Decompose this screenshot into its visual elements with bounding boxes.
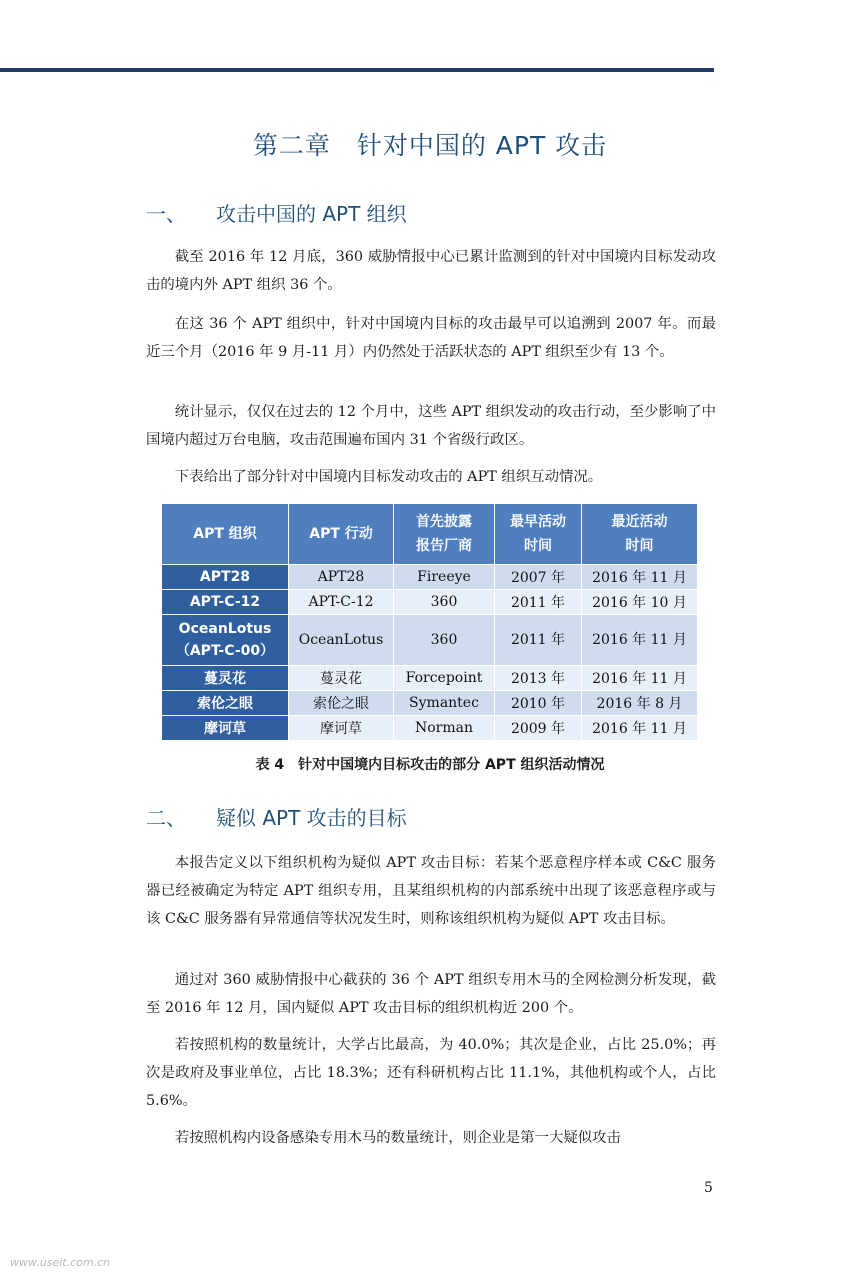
section-heading-1: [146, 198, 407, 227]
table-cell: 2016 年 11 月: [582, 666, 698, 691]
table-row: [162, 691, 698, 716]
table-cell: 2013 年: [495, 666, 582, 691]
page-number: 5: [704, 1180, 713, 1196]
table-cell: 2016 年 11 月: [582, 615, 698, 666]
paragraph: 截至 2016 年 12 月底，360 威胁情报中心已累计监测到的针对中国境内目标发动攻击的境内外 APT 组织 36 个。: [146, 249, 716, 293]
table-row: [162, 716, 698, 741]
table-row: [162, 565, 698, 590]
paragraph: 若按照机构的数量统计，大学占比最高，为 40.0%；其次是企业，占比 25.0%；再次是政府及事业单位，占比 18.3%；还有科研机构占比 11.1%，其他机构或个人，占比 5.6%。: [146, 1037, 716, 1109]
paragraph: 统计显示，仅仅在过去的 12 个月中，这些 APT 组织发动的攻击行动，至少影响了中国境内超过万台电脑，攻击范围遍布国内 31 个省级行政区。: [146, 404, 716, 448]
paragraph: 下表给出了部分针对中国境内目标发动攻击的 APT 组织互动情况。: [174, 469, 603, 485]
table-cell: 2009 年: [495, 716, 582, 741]
table-cell: 360: [394, 590, 495, 615]
table-cell: 360: [394, 615, 495, 666]
table-cell: Forcepoint: [394, 666, 495, 691]
apt-group-name: 蔓灵花: [162, 666, 289, 691]
table-cell: APT28: [289, 565, 394, 590]
column-header: 最早活动 时间: [495, 504, 582, 565]
table-cell: APT-C-12: [289, 590, 394, 615]
column-header: 首先披露 报告厂商: [394, 504, 495, 565]
paragraph: 若按照机构内设备感染专用木马的数量统计，则企业是第一大疑似攻击: [174, 1130, 621, 1146]
section-title: 攻击中国的 APT 组织: [216, 202, 407, 226]
table-cell: OceanLotus: [289, 615, 394, 666]
table-header-row: [162, 504, 698, 565]
column-header: APT 行动: [289, 504, 394, 565]
table-cell: 2011 年: [495, 615, 582, 666]
table-cell: 2016 年 10 月: [582, 590, 698, 615]
paragraph: 通过对 360 威胁情报中心截获的 36 个 APT 组织专用木马的全网检测分析发现，截至 2016 年 12 月，国内疑似 APT 攻击目标的组织机构近 200 个。: [146, 972, 716, 1016]
table-cell: 2016 年 8 月: [582, 691, 698, 716]
apt-organizations-table: [161, 503, 698, 741]
table-cell: Symantec: [394, 691, 495, 716]
table-cell: 2011 年: [495, 590, 582, 615]
apt-group-name: APT-C-12: [162, 590, 289, 615]
watermark: www.useit.com.cn: [10, 1256, 111, 1269]
table-cell: 2010 年: [495, 691, 582, 716]
column-header: 最近活动 时间: [582, 504, 698, 565]
column-header: APT 组织: [162, 504, 289, 565]
table-row: [162, 615, 698, 666]
paragraph: 本报告定义以下组织机构为疑似 APT 攻击目标：若某个恶意程序样本或 C&C 服务器已经被确定为特定 APT 组织专用，且某组织机构的内部系统中出现了该恶意程序或与该 C&C 服务器有异常通信等状况发生时，则称该组织机构为疑似 APT 攻击目标。: [146, 855, 716, 927]
header-rule: [0, 68, 714, 72]
table-row: [162, 590, 698, 615]
apt-group-name: 摩诃草: [162, 716, 289, 741]
table-cell: 摩诃草: [289, 716, 394, 741]
section-heading-2: [146, 802, 407, 831]
table-row: [162, 666, 698, 691]
table-cell: 蔓灵花: [289, 666, 394, 691]
apt-group-name: APT28: [162, 565, 289, 590]
chapter-title: 第二章 针对中国的 APT 攻击: [252, 131, 608, 160]
table-cell: Norman: [394, 716, 495, 741]
section-title: 疑似 APT 攻击的目标: [216, 806, 407, 830]
paragraph: 在这 36 个 APT 组织中，针对中国境内目标的攻击最早可以追溯到 2007 年。而最近三个月（2016 年 9 月-11 月）内仍然处于活跃状态的 APT 组织至少有 13 个。: [146, 316, 716, 360]
table-caption: 表 4 针对中国境内目标攻击的部分 APT 组织活动情况: [255, 757, 605, 773]
table-cell: 2016 年 11 月: [582, 716, 698, 741]
section-number: 二、: [146, 806, 186, 830]
section-number: 一、: [146, 202, 186, 226]
table-cell: 索伦之眼: [289, 691, 394, 716]
apt-group-name: OceanLotus （APT-C-00）: [162, 615, 289, 666]
table-cell: Fireeye: [394, 565, 495, 590]
table-cell: 2007 年: [495, 565, 582, 590]
table-cell: 2016 年 11 月: [582, 565, 698, 590]
apt-group-name: 索伦之眼: [162, 691, 289, 716]
